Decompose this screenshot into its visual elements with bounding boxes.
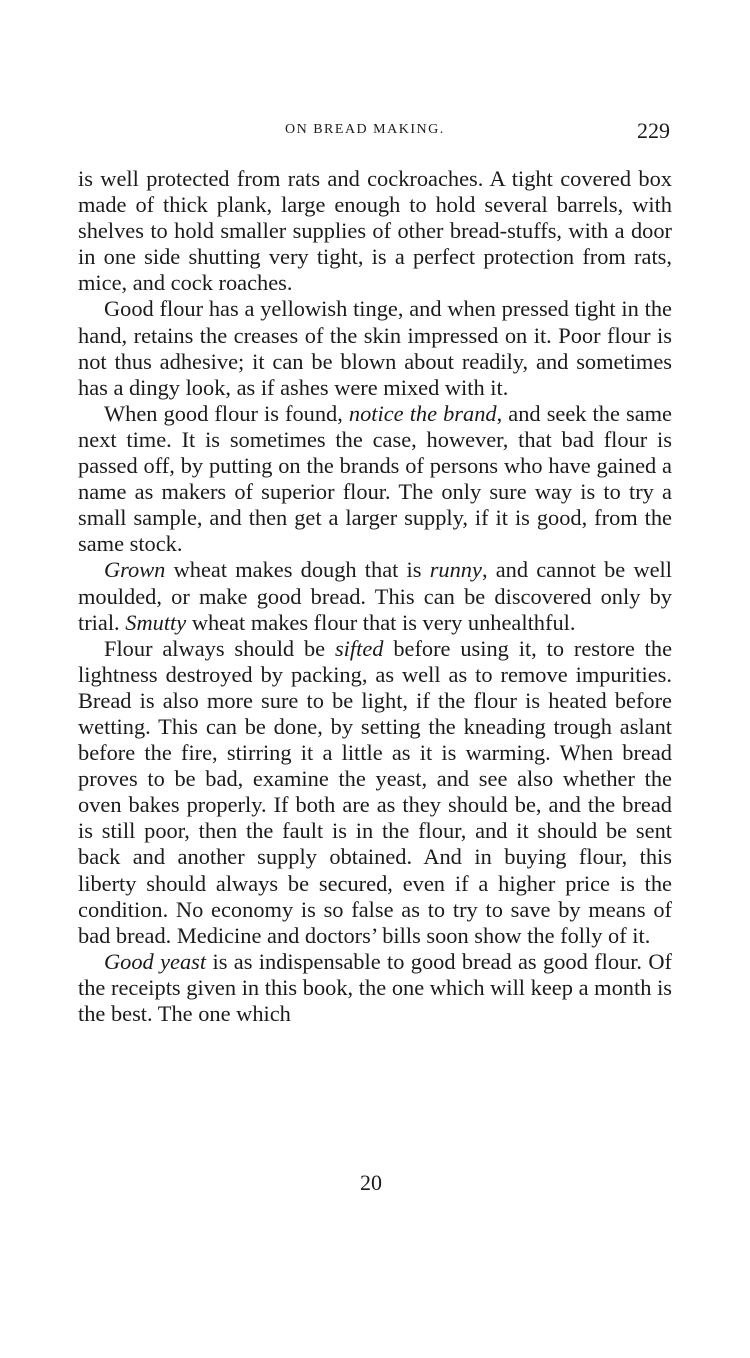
- italic-text-segment: Grown: [104, 557, 166, 583]
- text-segment: Good flour has a yellowish tinge, and when pressed tight in the hand, retains the creases of the skin impressed on it. Poor flour is not thus adhesive; it can be blown about readily, and sometimes has a dingy look, as if ashes were mixed with it.: [78, 296, 672, 400]
- italic-text-segment: notice the brand: [348, 400, 497, 426]
- signature-mark: 20: [360, 1170, 382, 1195]
- text-segment: before using it, to restore the lightness destroyed by packing, as well as to remove impurities. Bread is also more sure to be light, if the flour is heated before wetting. This can be done, by setting the kneading trough aslant before the fire, stirring it a little as it is warming. When bread proves to be bad, examine the yeast, and see also whether the oven bakes properly. If both are as they should be, and the bread is still poor, then the fault is in the flour, and it should be sent back and another supply obtained. And in buying flour, this liberty should always be secured, even if a higher price is the condition. No economy is so false as to try to save by means of bad bread. Medicine and doctors’ bills soon show the folly of it.: [78, 635, 673, 948]
- text-segment: wheat makes dough that is: [165, 557, 430, 583]
- text-segment: , and seek the same next time. It is sometimes the case, however, that bad flour is passed off, by putting on the brands of persons who have gained a name as makers of superior flour. The only sure way is to try a small sample, and then get a larger supply, if it is good, from the same stock.: [78, 400, 672, 557]
- paragraph: [78, 949, 672, 1027]
- italic-text-segment: sifted: [334, 635, 384, 661]
- text-segment: When good flour is found,: [104, 400, 349, 426]
- text-segment: wheat makes flour that is very unhealthful.: [186, 609, 576, 635]
- italic-text-segment: runny: [429, 557, 482, 583]
- page-number: 229: [637, 118, 670, 143]
- italic-text-segment: Good yeast: [104, 948, 207, 974]
- text-segment: Flour always should be: [104, 635, 335, 661]
- italic-text-segment: Smutty: [125, 609, 187, 635]
- body-text: [78, 166, 672, 1027]
- text-segment: , and cannot be well moulded, or make good bread. This can be discovered only by trial.: [78, 557, 672, 635]
- running-title: ON BREAD MAKING.: [285, 122, 445, 137]
- paragraph: [78, 401, 672, 558]
- paragraph: [78, 636, 672, 949]
- running-head: [0, 118, 750, 148]
- paragraph: [78, 557, 672, 635]
- paragraph: [78, 296, 672, 400]
- paragraph: [78, 166, 672, 296]
- text-segment: is well protected from rats and cockroaches. A tight covered box made of thick plank, large enough to hold several barrels, with shelves to hold smaller supplies of other bread-stuffs, with a door in one side shutting very tight, is a perfect protection from rats, mice, and cock roaches.: [78, 166, 672, 296]
- text-segment: is as indispensable to good bread as good flour. Of the receipts given in this book, the one which will keep a month is the best. The one which: [78, 948, 673, 1026]
